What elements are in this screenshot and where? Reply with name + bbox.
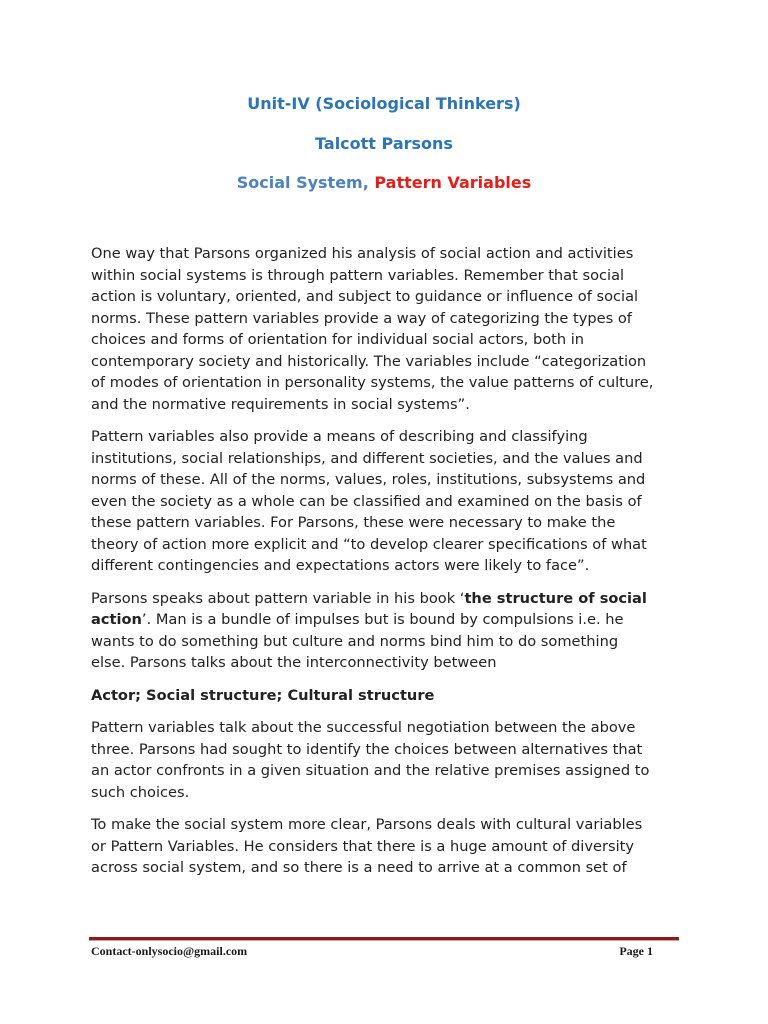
paragraph-line: different contingencies and expectations actors were likely to face”. — [91, 557, 590, 574]
paragraph-line: contemporary society and historically. The variables include “categorization — [91, 352, 647, 370]
page-number: Page 1 — [619, 944, 653, 958]
unit-title: Unit-IV (Sociological Thinkers) — [247, 94, 521, 113]
paragraph-line — [91, 609, 687, 631]
paragraph-line: action is voluntary, oriented, and subject to guidance or influence of social — [91, 288, 639, 305]
paragraph-line: Pattern variables also provide a means of describing and classifying — [91, 428, 588, 445]
thinker-name: Talcott Parsons — [315, 134, 453, 153]
paragraph-line: of modes of orientation in personality systems, the value patterns of culture, — [91, 374, 654, 391]
topic-part-pattern-variables: Pattern Variables — [374, 173, 532, 192]
paragraph-line: Pattern variables talk about the successful negotiation between the above — [91, 719, 636, 736]
paragraph-5 — [91, 814, 687, 879]
paragraph-1 — [91, 243, 687, 415]
paragraph-line: institutions, social relationships, and different societies, and the values and — [91, 449, 643, 467]
section-heading: Actor; Social structure; Cultural structure — [91, 686, 435, 704]
paragraph-text: Parsons speaks about pattern variable in his book ‘ — [91, 589, 465, 607]
paragraph-2 — [91, 426, 687, 577]
footer-contact: Contact-onlysocio@gmail.com — [91, 944, 248, 958]
paragraph-line: norms. These pattern variables provide a way of categorizing the types of — [91, 309, 632, 327]
paragraph-4 — [91, 717, 687, 803]
paragraph-line: else. Parsons talks about the interconnectivity between — [91, 654, 497, 671]
paragraph-line: an actor confronts in a given situation and the relative premises assigned to — [91, 762, 650, 779]
document-body — [91, 243, 687, 890]
paragraph-line: To make the social system more clear, Parsons deals with cultural variables — [91, 816, 643, 833]
footer-divider — [89, 937, 679, 941]
paragraph-line: theory of action more explicit and “to develop clearer specifications of what — [91, 535, 647, 553]
topic-title — [0, 173, 768, 192]
paragraph-text: ’. Man is a bundle of impulses but is bound by compulsions i.e. he — [141, 611, 624, 628]
topic-part-social-system: Social System, — [236, 173, 369, 192]
paragraph-line: such choices. — [91, 783, 190, 801]
paragraph-3 — [91, 588, 687, 674]
book-title-part: the structure of social — [464, 589, 647, 607]
paragraph-line: and the normative requirements in social systems”. — [91, 395, 470, 413]
paragraph-line: norms of these. All of the norms, values, roles, institutions, subsystems and — [91, 471, 646, 488]
paragraph-line: wants to do something but culture and norms bind him to do something — [91, 632, 619, 650]
paragraph-line: One way that Parsons organized his analysis of social action and activities — [91, 245, 634, 262]
paragraph-line: within social systems is through pattern variables. Remember that social — [91, 266, 625, 284]
paragraph-line: even the society as a whole can be classified and examined on the basis of — [91, 492, 642, 510]
paragraph-line: three. Parsons had sought to identify the choices between alternatives that — [91, 740, 643, 758]
paragraph-line: these pattern variables. For Parsons, these were necessary to make the — [91, 514, 616, 531]
paragraph-line: or Pattern Variables. He considers that there is a huge amount of diversity — [91, 837, 634, 855]
paragraph-line: across social system, and so there is a need to arrive at a common set of — [91, 859, 627, 876]
book-title-part: action — [91, 611, 142, 628]
paragraph-line: choices and forms of orientation for individual social actors, both in — [91, 331, 585, 348]
paragraph-line — [91, 588, 687, 610]
